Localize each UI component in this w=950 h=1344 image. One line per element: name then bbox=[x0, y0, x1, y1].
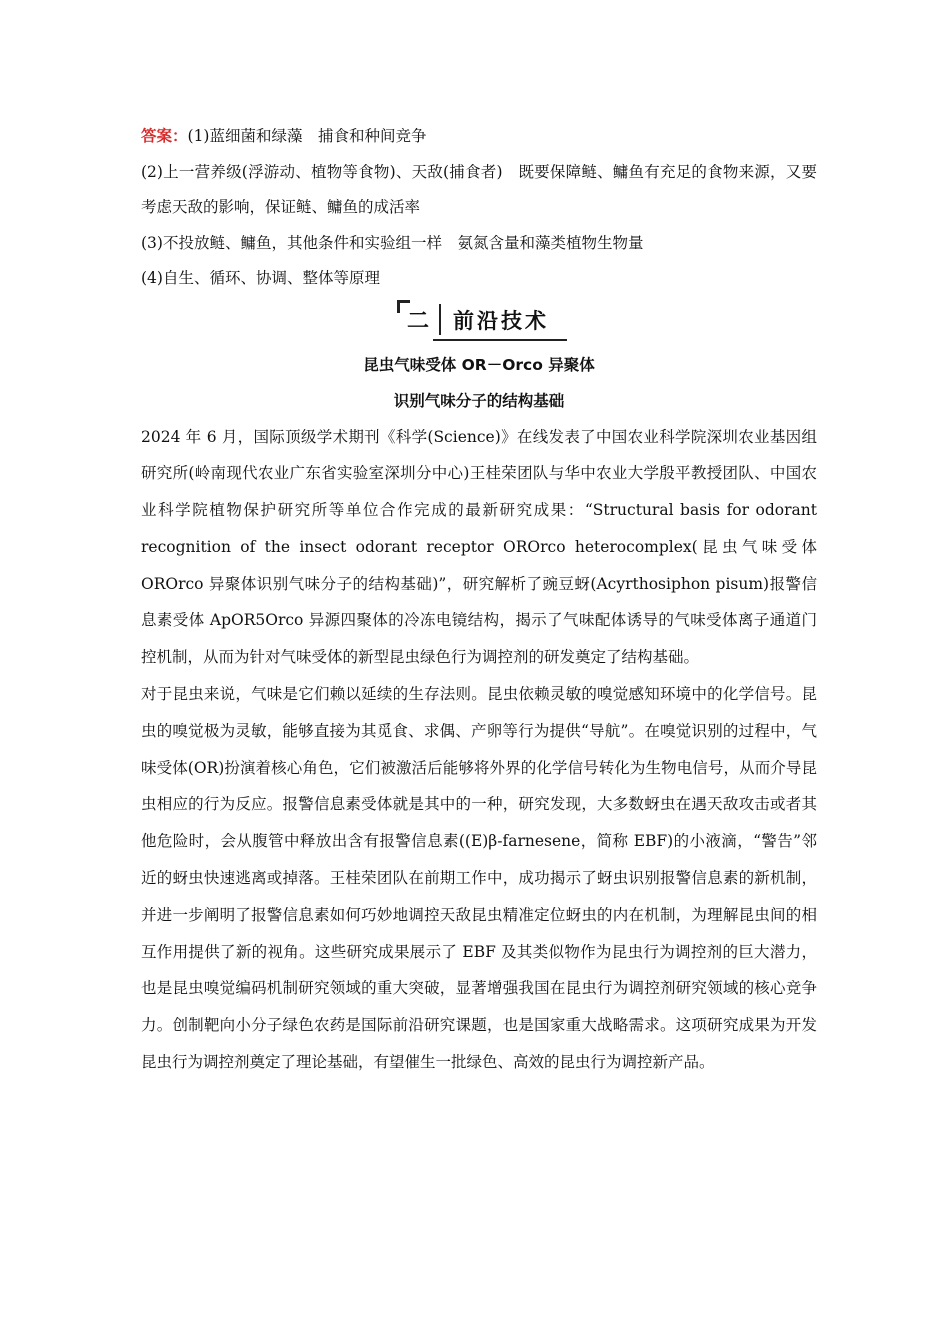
section-heading-box bbox=[403, 304, 555, 336]
article-paragraph-2: 对于昆虫来说，气味是它们赖以延续的生存法则。昆虫依赖灵敏的嗅觉感知环境中的化学信号。昆虫的嗅觉极为灵敏，能够直接为其觅食、求偶、产卵等行为提供“导航”。在嗅觉识别的过程中，气味受体(OR)扮演着核心角色，它们被激活后能够将外界的化学信号转化为生物电信号，从而介导昆虫相应的行为反应。报警信息素受体就是其中的一种，研究发现，大多数蚜虫在遇天敌攻击或者其他危险时，会从腹管中释放出含有报警信息素((E)β-farnesene，简称 EBF)的小液滴，“警告”邻近的蚜虫快速逃离或掉落。王桂荣团队在前期工作中，成功揭示了蚜虫识别报警信息素的新机制，并进一步阐明了报警信息素如何巧妙地调控天敌昆虫精准定位蚜虫的内在机制，为理解昆虫间的相互作用提供了新的视角。这些研究成果展示了 EBF 及其类似物作为昆虫行为调控剂的巨大潜力，也是昆虫嗅觉编码机制研究领域的重大突破，显著增强我国在昆虫行为调控剂研究领域的核心竞争力。创制靶向小分子绿色农药是国际前沿研究课题，也是国家重大战略需求。这项研究成果为开发昆虫行为调控剂奠定了理论基础，有望催生一批绿色、高效的昆虫行为调控新产品。 bbox=[141, 685, 817, 1072]
answer-line-1 bbox=[141, 118, 817, 155]
corner-bracket-icon bbox=[397, 300, 410, 313]
answer-line-4: (4)自生、循环、协调、整体等原理 bbox=[141, 269, 380, 287]
answer-line-2: (2)上一营养级(浮游动、植物等食物)、天敌(捕食者) 既要保障鲢、鳙鱼有充足的食物来源，又要考虑天敌的影响，保证鲢、鳙鱼的成活率 bbox=[141, 162, 817, 216]
document-page bbox=[141, 118, 817, 1081]
article-title-line-1: 昆虫气味受体 OR－Orco 异聚体 bbox=[363, 355, 595, 374]
article-paragraph-1: 2024 年 6 月，国际顶级学术期刊《科学(Science)》在线发表了中国农业科学院深圳农业基因组研究所(岭南现代农业广东省实验室深圳分中心)王桂荣团队与华中农业大学殷平教授团队、中国农业科学院植物保护研究所等单位合作完成的最新研究成果：“Structural basis for odorant recognition of the insect odorant receptor OROrco heterocomplex(昆虫气味受体 OROrco 异聚体识别气味分子的结构基础)”，研究解析了豌豆蚜(Acyrthosiphon pisum)报警信息素受体 ApOR5Orco 异源四聚体的冷冻电镜结构，揭示了气味配体诱导的气味受体离子通道门控机制，从而为针对气味受体的新型昆虫绿色行为调控剂的研发奠定了结构基础。 bbox=[141, 427, 817, 667]
answer-label: 答案： bbox=[141, 126, 188, 145]
answer-line-3: (3)不投放鲢、鳙鱼，其他条件和实验组一样 氨氮含量和藻类植物生物量 bbox=[141, 233, 644, 252]
section-title: 前沿技术 bbox=[453, 308, 549, 333]
article-title-line-2: 识别气味分子的结构基础 bbox=[393, 391, 565, 410]
section-heading bbox=[141, 299, 817, 341]
section-number: 二 bbox=[403, 304, 441, 335]
heading-underline bbox=[433, 339, 567, 341]
answer-text-1: (1)蓝细菌和绿藻 捕食和种间竞争 bbox=[187, 127, 427, 145]
answer-block bbox=[141, 118, 817, 297]
